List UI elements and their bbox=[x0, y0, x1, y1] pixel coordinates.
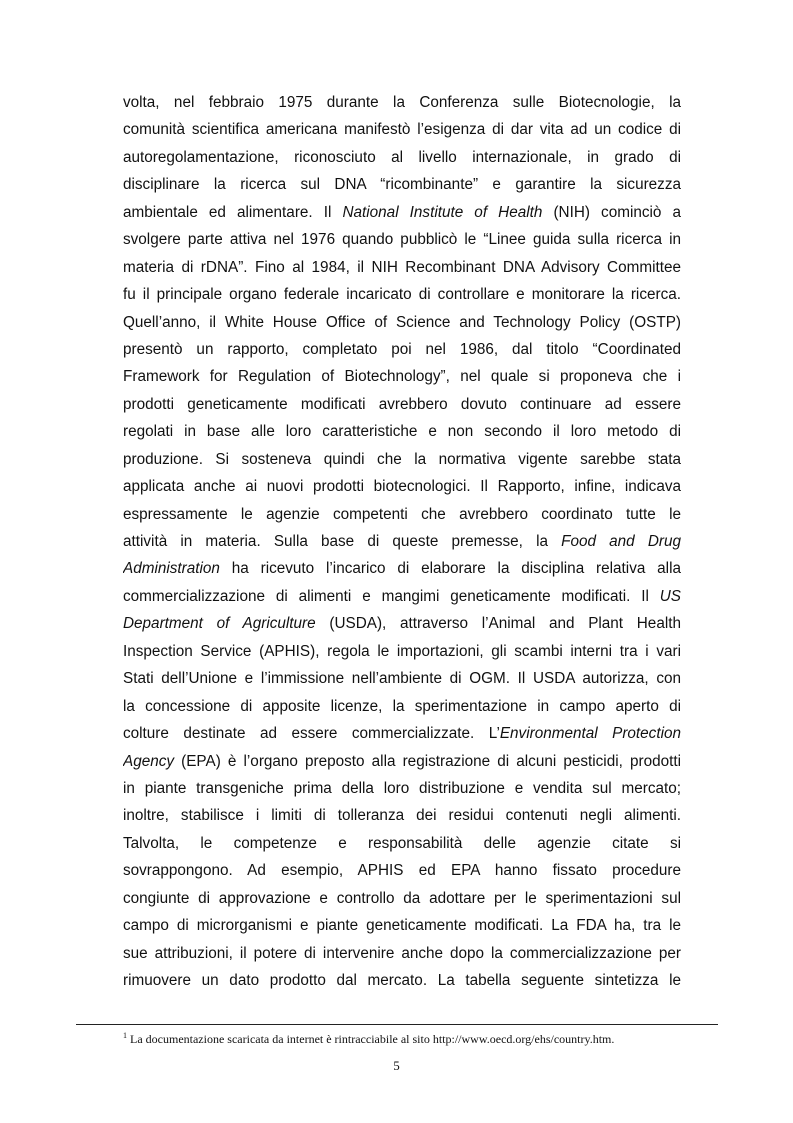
line-text: sue attribuzioni, il potere di intervenire anche dopo la commercializzazione per bbox=[123, 944, 681, 962]
text-line bbox=[123, 336, 681, 363]
line-text: sovrappongono. Ad esempio, APHIS ed EPA hanno fissato procedure bbox=[123, 862, 681, 880]
text-line bbox=[123, 583, 681, 610]
text-line bbox=[123, 912, 681, 939]
line-text: produzione. Si sosteneva quindi che la normativa vigente sarebbe stata bbox=[123, 450, 681, 468]
line-text: Stati dell’Unione e l’immissione nell’ambiente di OGM. Il USDA autorizza, con bbox=[123, 670, 681, 688]
italic-text: Administration bbox=[123, 560, 220, 578]
text-line bbox=[123, 418, 681, 445]
text-line bbox=[123, 748, 681, 775]
text-line bbox=[123, 555, 681, 582]
line-text: (EPA) è l’organo preposto alla registrazione di alcuni pesticidi, prodotti bbox=[174, 752, 681, 770]
italic-text: Department of Agriculture bbox=[123, 615, 316, 633]
text-line bbox=[123, 89, 681, 116]
line-text: fu il principale organo federale incaricato di controllare e monitorare la ricerca. bbox=[123, 286, 681, 304]
line-text: Quell’anno, il White House Office of Science and Technology Policy (OSTP) bbox=[123, 313, 681, 331]
line-text: ambientale ed alimentare. Il bbox=[123, 203, 343, 221]
footnote-text: La documentazione scaricata da internet è rintracciabile al sito http://www.oecd.org/ehs/country.htm. bbox=[130, 1032, 615, 1046]
line-text: comunità scientifica americana manifestò l’esigenza di dar vita ad un codice di bbox=[123, 121, 681, 139]
line-text: autoregolamentazione, riconosciuto al livello internazionale, in grado di bbox=[123, 148, 681, 166]
text-line bbox=[123, 857, 681, 884]
line-text: (NIH) cominciò a bbox=[542, 203, 681, 221]
footnote-marker: 1 bbox=[123, 1031, 127, 1040]
text-line bbox=[123, 391, 681, 418]
italic-text: Environmental Protection bbox=[499, 725, 681, 743]
line-text: colture destinate ad essere commercializzate. L’ bbox=[123, 725, 500, 743]
text-line bbox=[123, 830, 681, 857]
text-line bbox=[123, 446, 681, 473]
footnote bbox=[123, 1031, 614, 1047]
text-line bbox=[123, 802, 681, 829]
page-number: 5 bbox=[393, 1058, 400, 1073]
line-text: materia di rDNA”. Fino al 1984, il NIH Recombinant DNA Advisory Committee bbox=[123, 258, 681, 276]
text-line bbox=[123, 116, 681, 143]
line-text: ha ricevuto l’incarico di elaborare la disciplina relativa alla bbox=[219, 560, 681, 578]
line-text: la concessione di apposite licenze, la sperimentazione in campo aperto di bbox=[123, 697, 681, 715]
line-text: regolati in base alle loro caratteristiche e non secondo il loro metodo di bbox=[123, 423, 681, 441]
line-text: congiunte di approvazione e controllo da adottare per le sperimentazioni sul bbox=[123, 889, 681, 907]
text-line bbox=[123, 693, 681, 720]
text-line bbox=[123, 254, 681, 281]
line-text: applicata anche ai nuovi prodotti biotecnologici. Il Rapporto, infine, indicava bbox=[123, 478, 681, 496]
line-text: espressamente le agenzie competenti che avrebbero coordinato tutte le bbox=[123, 505, 681, 523]
italic-text: Food and Drug bbox=[561, 533, 681, 550]
line-text: inoltre, stabilisce i limiti di tolleranza dei residui contenuti negli alimenti. bbox=[123, 807, 681, 825]
line-text: campo di microrganismi e piante geneticamente modificati. La FDA ha, tra le bbox=[123, 917, 681, 935]
text-line bbox=[123, 528, 681, 555]
line-text: attività in materia. Sulla base di queste premesse, la bbox=[123, 533, 562, 550]
text-line bbox=[123, 281, 681, 308]
text-line bbox=[123, 720, 681, 747]
text-line bbox=[123, 940, 681, 967]
text-line bbox=[123, 144, 681, 171]
line-text: rimuovere un dato prodotto dal mercato. La tabella seguente sintetizza le bbox=[123, 972, 681, 989]
text-line bbox=[123, 199, 681, 226]
footnote-separator bbox=[76, 1024, 718, 1025]
text-line bbox=[123, 885, 681, 912]
italic-text: National Institute of Health bbox=[342, 203, 543, 221]
line-text: Framework for Regulation of Biotechnology”, nel quale si proponeva che i bbox=[123, 368, 681, 386]
text-line bbox=[123, 610, 681, 637]
text-line bbox=[123, 363, 681, 390]
text-line bbox=[123, 501, 681, 528]
body-paragraph bbox=[123, 89, 681, 994]
italic-text: Agency bbox=[123, 752, 175, 770]
italic-text: US bbox=[659, 587, 681, 605]
line-text: svolgere parte attiva nel 1976 quando pubblicò le “Linee guida sulla ricerca in bbox=[123, 231, 681, 249]
text-line bbox=[123, 638, 681, 665]
text-line bbox=[123, 775, 681, 802]
text-line bbox=[123, 967, 681, 994]
line-text: disciplinare la ricerca sul DNA “ricombinante” e garantire la sicurezza bbox=[123, 176, 681, 194]
text-line bbox=[123, 226, 681, 253]
line-text: (USDA), attraverso l’Animal and Plant Health bbox=[315, 615, 681, 633]
text-line bbox=[123, 665, 681, 692]
line-text: Talvolta, le competenze e responsabilità delle agenzie citate si bbox=[123, 834, 681, 852]
line-text: in piante transgeniche prima della loro distribuzione e vendita sul mercato; bbox=[123, 779, 681, 797]
line-text: volta, nel febbraio 1975 durante la Conferenza sulle Biotecnologie, la bbox=[123, 94, 681, 111]
line-text: commercializzazione di alimenti e mangimi geneticamente modificati. Il bbox=[123, 587, 660, 605]
text-line bbox=[123, 473, 681, 500]
text-line bbox=[123, 171, 681, 198]
line-text: Inspection Service (APHIS), regola le importazioni, gli scambi interni tra i vari bbox=[123, 642, 681, 660]
text-line bbox=[123, 309, 681, 336]
line-text: prodotti geneticamente modificati avrebbero dovuto continuare ad essere bbox=[123, 395, 681, 413]
line-text: presentò un rapporto, completato poi nel 1986, dal titolo “Coordinated bbox=[123, 340, 681, 358]
